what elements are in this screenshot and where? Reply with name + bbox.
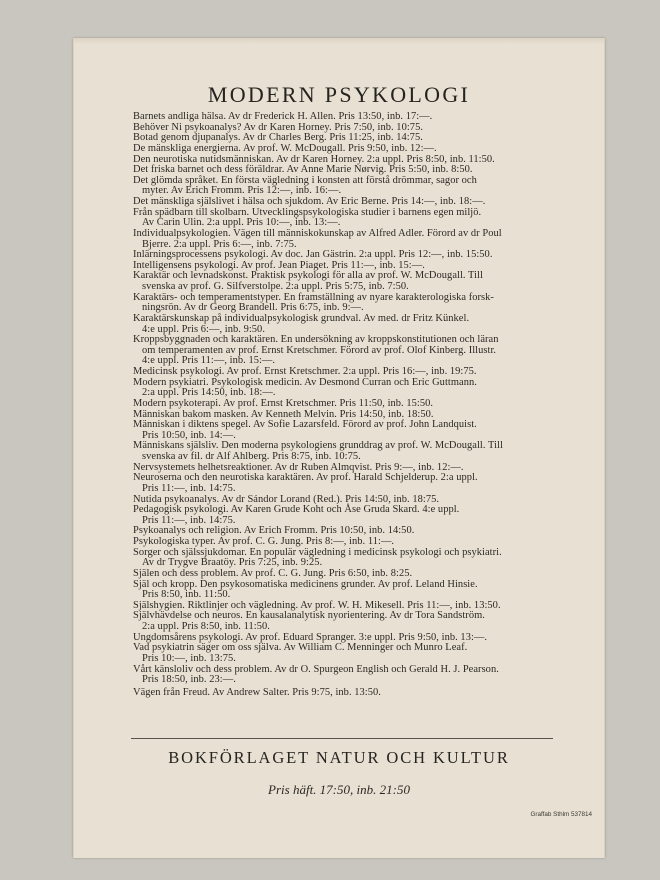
book-entry-line: Vad psykiatrin säger om oss själva. Av William C. Menninger och Munro Leaf. (133, 642, 468, 654)
book-entry-line: Själshygien. Riktlinjer och vägledning. Av prof. W. H. Mikesell. Pris 11:—, inb. 13:50. (133, 599, 501, 611)
series-title: MODERN PSYKOLOGI (207, 82, 471, 107)
book-entry-continuation: svenska av fil. dr Alf Ahlberg. Pris 8:75, inb. 10:75. (142, 451, 361, 462)
book-entry (133, 229, 551, 250)
book-entry-line: Botad genom djupanalys. Av dr Charles Berg. Pris 11:25, inb. 14:75. (133, 132, 423, 144)
book-entry (133, 688, 551, 699)
book-entry-line: Sorger och själssjukdomar. En populär vägledning i medicinsk psykologi och psykiatri. (133, 546, 502, 558)
book-entry-line: Individualpsykologien. Vägen till människokunskap av Alfred Adler. Förord av dr Poul (133, 227, 502, 239)
book-entry-continuation: Pris 10:—, inb. 13:75. (142, 652, 236, 664)
book-entry-continuation: Pris 18:50, inb. 23:—. (142, 674, 236, 686)
book-entry (133, 569, 551, 580)
book-entry-line: Själen och dess problem. Av prof. C. G. Jung. Pris 6:50, inb. 8:25. (133, 567, 413, 579)
book-entry-continuation: Av Carin Ulin. 2:a uppl. Pris 10:—, inb. 13:—. (142, 217, 341, 229)
book-entry-continuation: 4:e uppl. Pris 6:—, inb. 9:50. (142, 323, 265, 335)
book-entry (133, 314, 551, 335)
book-entry-continuation: Av dr Trygve Braatöy. Pris 7:25, inb. 9:25. (142, 557, 323, 569)
book-entry-line: Självhävdelse och neuros. En kausalanalytisk nyorientering. Av dr Tora Sandström. (133, 610, 485, 622)
book-entry-continuation: svenska av prof. G. Silfverstolpe. 2:a uppl. Pris 5:75, inb. 7:50. (142, 281, 409, 292)
book-entry (133, 176, 551, 197)
book-entry-line: Människans själsliv. Den moderna psykologiens grunddrag av prof. W. McDougall. Till (133, 440, 503, 452)
book-entry-continuation: 2:a uppl. Pris 8:50, inb. 11:50. (142, 621, 270, 632)
book-entry-line: Inlärningsprocessens psykologi. Av doc. Jan Gästrin. 2:a uppl. Pris 12:—, inb. 15:50. (133, 249, 493, 261)
book-entry (133, 378, 551, 399)
book-entry (133, 420, 551, 441)
book-entry-continuation: Pris 8:50, inb. 11:50. (142, 589, 231, 601)
book-entry-continuation: om temperamenten av prof. Ernst Kretschmer. Förord av prof. Olof Kinberg. Illustr. (142, 344, 497, 356)
book-entry-line: Nutida psykoanalys. Av dr Sándor Lorand (Red.). Pris 14:50, inb. 18:75. (133, 493, 440, 505)
book-entry (133, 271, 551, 292)
book-entry-continuation: ningsrön. Av dr Georg Brandell. Pris 6:75, inb. 9:—. (142, 302, 364, 314)
book-entry-line: Vägen från Freud. Av Andrew Salter. Pris 9:75, inb. 13:50. (133, 686, 381, 698)
book-entry-line: Pedagogisk psykologi. Av Karen Grude Koht och Åse Gruda Skard. 4:e uppl. (133, 504, 460, 516)
publisher-name: BOKFÖRLAGET NATUR OCH KULTUR (168, 748, 510, 767)
book-entry-line: Från spädbarn till skolbarn. Utvecklingspsykologiska studier i barnens egen miljö. (133, 206, 482, 218)
book-entry (133, 473, 551, 494)
book-entry-line: Psykoanalys och religion. Av Erich Fromm. Pris 10:50, inb. 14:50. (133, 525, 415, 537)
book-entry-line: Nervsystemets helhetsreaktioner. Av dr Ruben Almqvist. Pris 9:—, inb. 12:—. (133, 461, 464, 473)
book-entry-line: Karaktärskunskap på individualpsykologisk grundval. Av med. dr Fritz Künkel. (133, 312, 470, 324)
book-entry-continuation: Pris 10:50, inb. 14:—. (142, 429, 236, 441)
book-entry-line: Själ och kropp. Den psykosomatiska medicinens grunder. Av prof. Leland Hinsie. (133, 578, 478, 590)
book-entry-line: Ungdomsårens psykologi. Av prof. Eduard Spranger. 3:e uppl. Pris 9:50, inb. 13:—. (133, 631, 488, 643)
book-entry-line: Behöver Ni psykoanalys? Av dr Karen Horney. Pris 7:50, inb. 10:75. (133, 121, 423, 133)
book-entry (133, 580, 551, 601)
book-entry (133, 505, 551, 526)
book-list (133, 112, 551, 698)
book-entry-continuation: Pris 11:—, inb. 14:75. (142, 482, 236, 494)
book-entry (133, 441, 551, 462)
book-entry-line: Karaktärs- och temperamentstyper. En framställning av nyare karakterologiska forsk- (133, 291, 494, 303)
book-entry-continuation: 2:a uppl. Pris 14:50, inb. 18:—. (142, 387, 276, 399)
book-entry-line: Intelligensens psykologi. Av prof. Jean Piaget. Pris 11:—, inb. 15:—. (133, 259, 425, 271)
book-entry (133, 665, 551, 686)
book-entry-line: Karaktär och levnadskonst. Praktisk psykologi för alla av prof. W. McDougall. Till (133, 270, 483, 282)
book-entry-continuation: myter. Av Erich Fromm. Pris 12:—, inb. 16:—. (142, 185, 342, 197)
book-entry-line: Modern psykiatri. Psykologisk medicin. Av Desmond Curran och Eric Guttmann. (133, 376, 477, 388)
divider-rule (131, 738, 553, 739)
book-entry-line: Psykologiska typer. Av prof. C. G. Jung. Pris 8:—, inb. 11:—. (133, 536, 395, 547)
book-entry-line: Medicinsk psykologi. Av prof. Ernst Kretschmer. 2:a uppl. Pris 16:—, inb. 19:75. (133, 366, 477, 377)
book-entry-line: De mänskliga energierna. Av prof. W. McDougall. Pris 9:50, inb. 12:—. (133, 142, 437, 154)
book-entry-line: Vårt känsloliv och dess problem. Av dr O. Spurgeon English och Gerald H. J. Pearson. (133, 663, 499, 675)
book-entry (133, 399, 551, 410)
book-entry-line: Det mänskliga själslivet i hälsa och sjukdom. Av Eric Berne. Pris 14:—, inb. 18:—. (133, 196, 486, 207)
book-entry (133, 208, 551, 229)
book-entry-line: Den neurotiska nutidsmänniskan. Av dr Karen Horney. 2:a uppl. Pris 8:50, inb. 11:50. (133, 153, 495, 165)
book-entry-continuation: 4:e uppl. Pris 11:—, inb. 15:—. (142, 355, 276, 367)
book-entry (133, 335, 551, 367)
book-entry (133, 643, 551, 664)
book-entry-line: Människan i diktens spegel. Av Sofie Lazarsfeld. Förord av prof. John Landquist. (133, 419, 477, 431)
book-entry (133, 611, 551, 632)
book-entry-continuation: Bjerre. 2:a uppl. Pris 6:—, inb. 7:75. (142, 238, 297, 250)
book-entry-line: Modern psykoterapi. Av prof. Ernst Kretschmer. Pris 11:50, inb. 15:50. (133, 397, 434, 409)
price-line: Pris häft. 17:50, inb. 21:50 (268, 782, 410, 797)
printer-imprint: Graffab Sthlm 537814 (530, 811, 592, 818)
book-entry (133, 144, 551, 155)
book-entry-line: Det friska barnet och dess föräldrar. Av Anne Marie Nørvig. Pris 5:50, inb. 8:50. (133, 164, 473, 176)
book-entry-line: Det glömda språket. En första vägledning i konsten att förstå drömmar, sagor och (133, 174, 477, 186)
book-entry-line: Människan bakom masken. Av Kenneth Melvin. Pris 14:50, inb. 18:50. (133, 408, 434, 420)
book-entry (133, 293, 551, 314)
book-entry-line: Neuroserna och den neurotiska karaktären. Av prof. Harald Schjelderup. 2:a uppl. (133, 472, 478, 484)
book-entry-line: Barnets andliga hälsa. Av dr Frederick H. Allen. Pris 13:50, inb. 17:—. (133, 111, 433, 122)
book-entry-line: Kroppsbyggnaden och karaktären. En undersökning av kroppskonstitutionen och läran (133, 334, 499, 346)
book-back-cover (73, 38, 605, 858)
book-entry (133, 548, 551, 569)
book-entry-continuation: Pris 11:—, inb. 14:75. (142, 514, 236, 526)
